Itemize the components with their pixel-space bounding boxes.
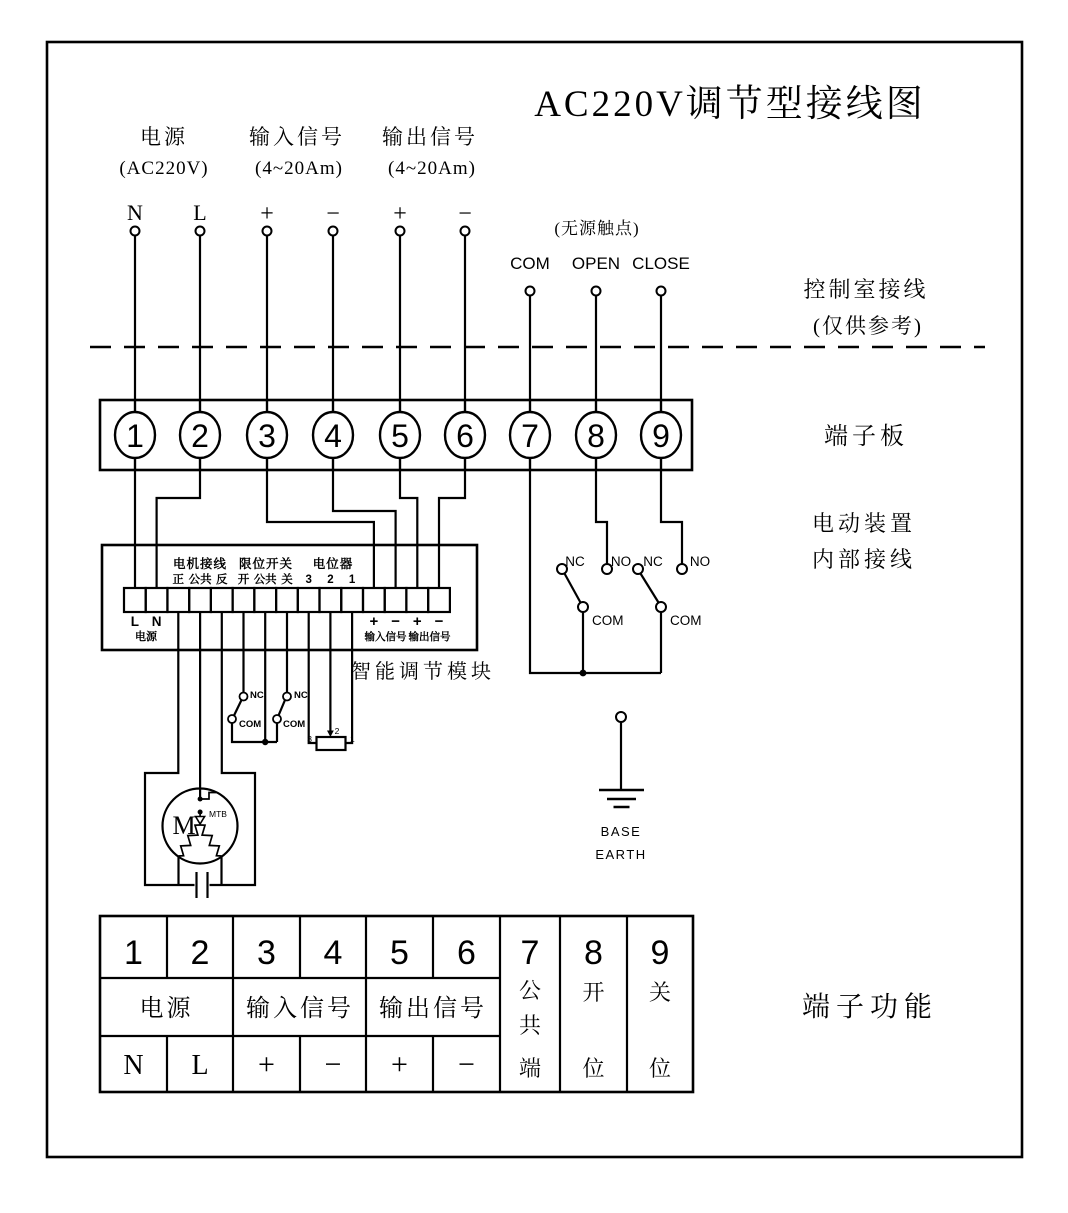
ft7-num: 7	[520, 934, 540, 972]
module-pin-fwd: 正	[172, 574, 185, 586]
terminal-pin-l	[196, 227, 205, 236]
side-annotations	[802, 277, 938, 1023]
ft-group-input: 输入信号	[246, 996, 354, 1022]
ft-pin-in-plus: +	[258, 1048, 275, 1081]
limit-switch1-nc-contact	[240, 693, 248, 701]
position-switches	[557, 554, 710, 628]
junction-limit-com	[262, 739, 268, 745]
ft-pin-out-plus: +	[391, 1048, 408, 1081]
limit-switch1-com-label: COM	[239, 719, 262, 730]
top-pin-labels	[127, 200, 472, 227]
function-table	[100, 916, 693, 1092]
module-terminal-fwd	[168, 588, 190, 612]
module-pin-pot2: 2	[327, 574, 334, 586]
potentiometer-body	[317, 737, 346, 750]
board-number-2: 2	[191, 418, 209, 454]
junction-com-bus	[580, 670, 587, 677]
module-pin-pot3: 3	[305, 574, 312, 586]
module-terminal-pot2	[320, 588, 342, 612]
close-switch-nc-contact	[633, 564, 643, 574]
motor-thermal-protector-icon	[202, 793, 216, 800]
close-switch-nc-label: NC	[643, 554, 663, 569]
module-group-limit: 限位开关	[238, 557, 294, 571]
module-terminal-out-plus	[406, 588, 428, 612]
module-input-label: 输入信号	[364, 631, 407, 643]
ft-group-power: 电源	[139, 996, 194, 1022]
output-group-label: 输出信号	[382, 125, 478, 149]
board-number-3: 3	[258, 418, 276, 454]
module-pin-rev: 反	[216, 574, 228, 586]
module-terminal-open	[233, 588, 255, 612]
power-group-sub: (AC220V)	[119, 158, 209, 179]
ft8-char-0: 开	[582, 980, 605, 1005]
module-sig-in-plus: +	[369, 613, 379, 630]
module-terminal-L	[124, 588, 146, 612]
ft8-char-1: 位	[582, 1056, 605, 1081]
limit-switch1-lever	[234, 700, 242, 716]
module-terminal-pot1	[341, 588, 363, 612]
board-number-7: 7	[521, 418, 539, 454]
ft9-char-1: 位	[648, 1056, 672, 1081]
output-group-sub: (4~20Am)	[388, 158, 476, 179]
motor-winding-right	[200, 825, 222, 856]
contact-label-close: CLOSE	[632, 254, 690, 273]
module-terminal-rev	[211, 588, 233, 612]
close-switch-lever	[641, 574, 659, 603]
module-output-label: 输出信号	[408, 631, 451, 643]
module-terminal-limit-com	[254, 588, 276, 612]
ft-num-1: 1	[124, 934, 143, 972]
close-switch-com-label: COM	[670, 613, 702, 628]
board-number-8: 8	[587, 418, 605, 454]
open-switch-com-contact	[578, 602, 588, 612]
input-group-label: 输入信号	[249, 125, 345, 149]
terminal-pin-n	[131, 227, 140, 236]
ft-num-3: 3	[257, 934, 276, 972]
module-sig-in-minus: −	[391, 613, 400, 630]
terminal-pin-open	[592, 287, 601, 296]
motor-thermal-label: MTB	[209, 809, 227, 819]
limit-switch2-com-contact	[273, 715, 281, 723]
module-group-motor: 电机接线	[172, 557, 228, 571]
ft7-char-2: 端	[518, 1056, 542, 1081]
ft7-char-0: 公	[518, 978, 542, 1003]
module-pin-motor-com: 公共	[188, 574, 212, 586]
pot-label-2: 2	[334, 726, 340, 736]
motor-winding-junction	[196, 817, 205, 825]
pin-label-out-plus: +	[393, 201, 407, 227]
power-group-label: 电源	[140, 125, 188, 149]
limit-switch1-nc-label: NC	[250, 690, 264, 701]
board-terminals	[115, 412, 681, 458]
contact-pin-labels	[510, 254, 690, 273]
wires-module-to-loads	[145, 612, 352, 885]
contact-label-com: COM	[510, 254, 550, 273]
limit-switch2-nc-label: NC	[294, 690, 308, 701]
motor-capacitor-icon	[197, 872, 208, 898]
pin-label-out-minus: −	[458, 201, 472, 227]
module-name-label: 智能调节模块	[351, 661, 495, 683]
ft-group-output: 输出信号	[379, 996, 487, 1022]
terminal-pin-in-plus	[263, 227, 272, 236]
board-number-4: 4	[324, 418, 342, 454]
motor-assembly	[163, 789, 238, 899]
module-terminal-in-minus	[385, 588, 407, 612]
module-terminal-N	[146, 588, 168, 612]
terminal-pin-out-minus	[461, 227, 470, 236]
board-number-5: 5	[391, 418, 409, 454]
ft9-num: 9	[650, 934, 670, 972]
open-switch-no-label: NO	[610, 554, 632, 569]
module-power-l: L	[130, 614, 140, 629]
ground-label-base: BASE	[600, 824, 642, 839]
pin-label-in-minus: −	[326, 201, 340, 227]
ft-pin-l: L	[191, 1050, 209, 1081]
module-terminal-strip	[124, 588, 450, 612]
ground-terminal	[616, 712, 626, 722]
board-number-6: 6	[456, 418, 474, 454]
module-terminal-in-plus	[363, 588, 385, 612]
ft-num-5: 5	[390, 934, 409, 972]
module-pin-open: 开	[237, 574, 250, 586]
limit-switch2-nc-contact	[283, 693, 291, 701]
page-title: AC220V调节型接线图	[534, 84, 926, 125]
terminal-pin-com	[526, 287, 535, 296]
module-sig-out-minus: −	[434, 613, 444, 630]
motor-thermal-dot-top	[198, 797, 203, 802]
module-group-pot: 电位器	[312, 557, 354, 571]
open-switch-lever	[565, 574, 581, 603]
ft-pin-in-minus: −	[324, 1048, 342, 1081]
module-pin-limit-com: 公共	[253, 574, 277, 586]
module-pin-pot1: 1	[348, 574, 356, 586]
ft9-char-0: 关	[648, 980, 672, 1005]
terminal-pin-in-minus	[329, 227, 338, 236]
limit-switches	[228, 690, 308, 730]
motor-label: M	[172, 811, 196, 840]
board-number-1: 1	[126, 418, 144, 454]
pot-label-1: 1	[350, 734, 355, 744]
ground-symbol	[595, 712, 646, 862]
top-terminal-labels	[119, 125, 478, 179]
module-sig-out-plus: +	[412, 613, 422, 630]
module-pin-close: 关	[281, 574, 293, 586]
module-power-n: N	[151, 614, 162, 629]
module-terminal-pot3	[298, 588, 320, 612]
module-terminal-motor-com	[189, 588, 211, 612]
module-terminal-out-minus	[428, 588, 450, 612]
note-terminal-function: 端子功能	[801, 992, 939, 1023]
note-terminal-board: 端子板	[824, 424, 908, 450]
board-number-9: 9	[652, 418, 670, 454]
note-reference-only: (仅供参考)	[813, 314, 923, 338]
ft-num-6: 6	[457, 934, 476, 972]
note-device-line1: 电动装置	[811, 511, 917, 536]
earth-icon	[599, 790, 644, 807]
close-switch-no-contact	[677, 564, 687, 574]
close-switch-com-contact	[656, 602, 666, 612]
ft8-num: 8	[584, 934, 603, 972]
terminal-pin-close	[657, 287, 666, 296]
limit-switch2-lever	[279, 700, 286, 716]
close-switch-no-label: NO	[689, 554, 711, 569]
pin-label-l: L	[193, 200, 207, 225]
pot-label-3: 3	[307, 734, 312, 744]
ft-num-2: 2	[190, 934, 210, 972]
limit-switch2-com-label: COM	[283, 719, 306, 730]
note-device-line2: 内部接线	[811, 547, 917, 572]
ft-pin-out-minus: −	[458, 1048, 475, 1081]
ft-pin-n: N	[123, 1050, 144, 1081]
terminal-pin-out-plus	[396, 227, 405, 236]
pin-label-n: N	[127, 200, 143, 225]
dry-contact-label: (无源触点)	[554, 219, 640, 238]
limit-switch1-com-contact	[228, 715, 236, 723]
contact-label-open: OPEN	[571, 254, 621, 273]
open-switch-nc-label: NC	[565, 554, 585, 569]
ft7-char-1: 共	[518, 1013, 542, 1038]
open-switch-com-label: COM	[592, 613, 624, 628]
module-terminal-close	[276, 588, 298, 612]
module-power-label: 电源	[135, 631, 157, 643]
pin-label-in-plus: +	[260, 201, 274, 227]
input-group-sub: (4~20Am)	[255, 158, 343, 179]
note-control-room: 控制室接线	[803, 277, 929, 302]
ft-num-4: 4	[323, 934, 343, 972]
ground-label-earth: EARTH	[595, 847, 647, 862]
